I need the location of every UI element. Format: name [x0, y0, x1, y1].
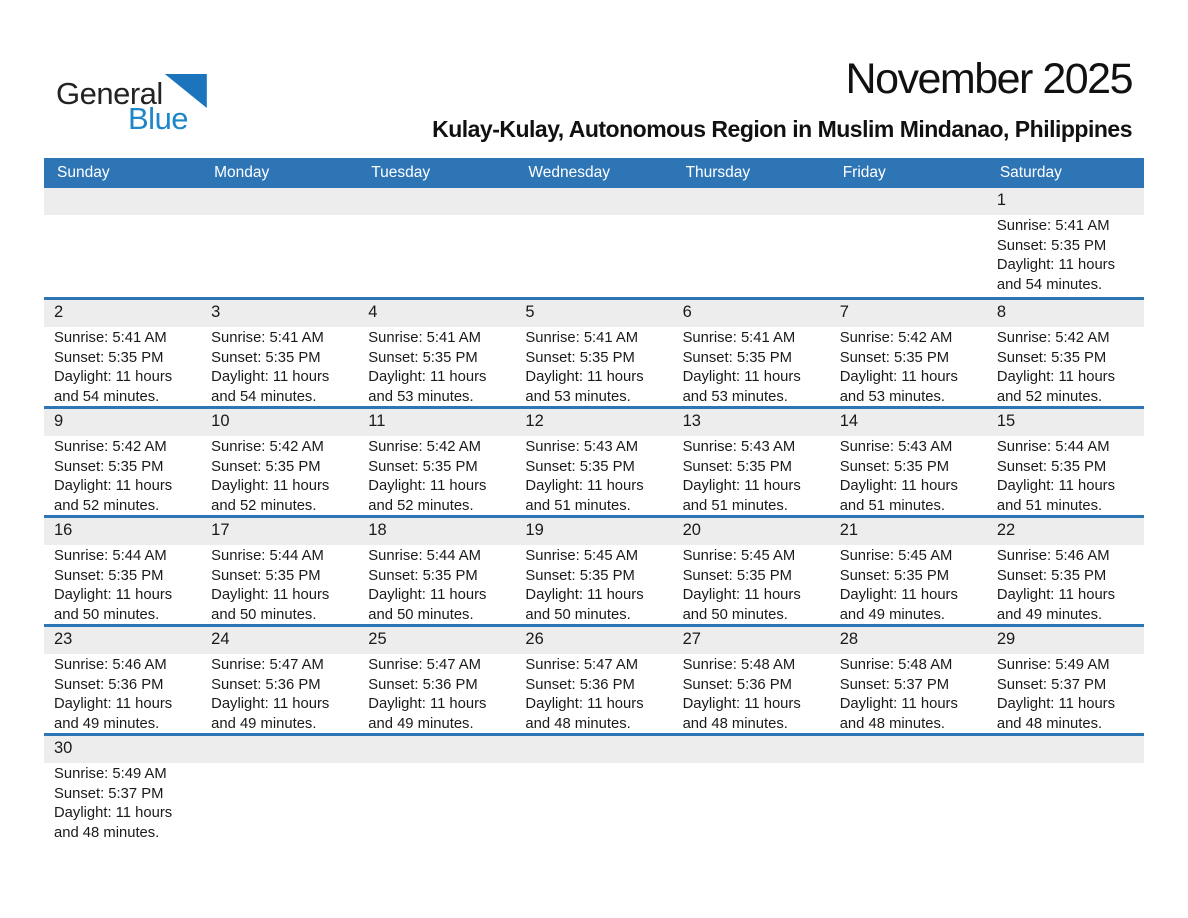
date-number-23: 23 — [54, 630, 73, 648]
day-info-line: Sunset: 5:36 PM — [368, 676, 478, 693]
date-number-9: 9 — [54, 412, 64, 430]
date-strip — [44, 736, 1144, 763]
day-info-line: Sunset: 5:37 PM — [996, 676, 1107, 693]
day-cell-1 — [987, 215, 1144, 295]
day-info-line: Sunset: 5:36 PM — [525, 676, 635, 693]
day-cell-10 — [201, 436, 358, 516]
day-info-line: and 50 minutes. — [211, 606, 317, 623]
info-row — [44, 436, 1144, 516]
date-number-30: 30 — [54, 739, 73, 757]
weekday-label-sunday: Sunday — [57, 164, 110, 181]
day-cell-26 — [515, 654, 672, 734]
day-info-line: and 50 minutes. — [682, 606, 788, 623]
day-cell-empty — [358, 215, 515, 295]
weekday-header — [44, 158, 1144, 188]
day-info-line: Sunrise: 5:47 AM — [368, 657, 481, 673]
day-info-line: Sunset: 5:36 PM — [211, 676, 321, 693]
day-info-line: Daylight: 11 hours — [54, 696, 173, 713]
day-info-line: Daylight: 11 hours — [211, 369, 330, 386]
day-info-line: Daylight: 11 hours — [996, 478, 1116, 495]
day-info-line: Sunrise: 5:48 AM — [839, 657, 953, 673]
day-info-line: Sunset: 5:35 PM — [211, 567, 321, 584]
day-info-line: and 48 minutes. — [839, 715, 945, 732]
day-info-line: Sunset: 5:35 PM — [839, 458, 950, 475]
day-info-line: Daylight: 11 hours — [54, 805, 173, 822]
day-info-line: and 52 minutes. — [54, 497, 160, 514]
day-info-line: Sunrise: 5:42 AM — [839, 330, 953, 346]
day-info-line: Sunset: 5:35 PM — [682, 349, 792, 366]
day-info-line: Sunset: 5:35 PM — [839, 349, 950, 366]
info-row — [44, 545, 1144, 625]
day-cell-empty — [830, 763, 987, 843]
date-number-empty — [201, 188, 358, 215]
masthead — [44, 0, 1144, 158]
day-info-line: Sunrise: 5:44 AM — [54, 548, 167, 564]
day-info-line: Daylight: 11 hours — [682, 478, 801, 495]
calendar-weeks — [44, 188, 1144, 842]
day-info-line: Sunset: 5:35 PM — [525, 567, 635, 584]
day-info-line: Daylight: 11 hours — [368, 696, 487, 713]
day-info-line: Sunset: 5:35 PM — [211, 458, 321, 475]
day-cell-27 — [673, 654, 830, 734]
day-info-line: Sunset: 5:35 PM — [525, 349, 635, 366]
date-number-28: 28 — [839, 630, 859, 648]
date-number-empty — [673, 736, 830, 763]
day-info-line: Daylight: 11 hours — [368, 478, 487, 495]
day-info-line: Sunset: 5:35 PM — [368, 349, 478, 366]
day-info-line: and 48 minutes. — [996, 715, 1103, 732]
day-cell-8 — [987, 327, 1144, 407]
day-info-line: Daylight: 11 hours — [682, 696, 801, 713]
date-strip — [44, 627, 1144, 654]
day-info-line: Daylight: 11 hours — [839, 696, 958, 713]
day-info-line: Sunrise: 5:42 AM — [54, 439, 167, 455]
day-cell-empty — [673, 763, 830, 843]
day-info-line: Daylight: 11 hours — [525, 587, 644, 604]
day-info-line: Sunset: 5:35 PM — [211, 349, 321, 366]
logo-word-general: General — [56, 76, 163, 111]
date-number-10: 10 — [211, 412, 230, 430]
day-info-line: and 51 minutes. — [996, 497, 1103, 514]
day-info-line: Sunrise: 5:43 AM — [839, 439, 953, 455]
day-info-line: Daylight: 11 hours — [525, 369, 644, 386]
date-number-empty — [830, 736, 987, 763]
date-number-25: 25 — [368, 630, 387, 648]
day-info-line: Sunset: 5:35 PM — [839, 567, 950, 584]
day-info-line: Daylight: 11 hours — [682, 587, 801, 604]
day-cell-15 — [987, 436, 1144, 516]
date-number-2: 2 — [54, 303, 64, 321]
day-info-line: and 50 minutes. — [54, 606, 160, 623]
day-cell-empty — [515, 763, 672, 843]
day-info-line: Sunset: 5:35 PM — [996, 458, 1107, 475]
date-number-4: 4 — [368, 303, 378, 321]
day-cell-4 — [358, 327, 515, 407]
day-info-line: Sunrise: 5:45 AM — [682, 548, 796, 564]
day-info-line: Daylight: 11 hours — [682, 369, 801, 386]
day-info-line: Daylight: 11 hours — [839, 478, 958, 495]
day-info-line: and 53 minutes. — [525, 388, 631, 405]
day-cell-empty — [44, 215, 201, 295]
info-row — [44, 215, 1144, 295]
day-info-line: and 50 minutes. — [368, 606, 474, 623]
day-cell-empty — [201, 763, 358, 843]
date-number-20: 20 — [682, 521, 701, 539]
day-cell-12 — [515, 436, 672, 516]
week-row — [44, 733, 1144, 842]
day-info-line: Sunset: 5:35 PM — [54, 349, 164, 366]
day-info-line: Daylight: 11 hours — [525, 478, 644, 495]
day-info-line: Sunrise: 5:46 AM — [54, 657, 167, 673]
date-number-21: 21 — [839, 521, 859, 539]
day-info-line: Sunset: 5:35 PM — [54, 567, 164, 584]
day-info-line: Sunrise: 5:41 AM — [368, 330, 481, 346]
day-info-line: Sunrise: 5:47 AM — [211, 657, 324, 673]
day-cell-29 — [987, 654, 1144, 734]
day-info-line: Sunset: 5:35 PM — [54, 458, 164, 475]
day-info-line: Sunrise: 5:44 AM — [996, 439, 1110, 455]
day-info-line: Sunset: 5:35 PM — [368, 567, 478, 584]
info-row — [44, 763, 1144, 843]
day-cell-empty — [830, 215, 987, 295]
weekday-label-monday: Monday — [214, 164, 270, 181]
day-cell-22 — [987, 545, 1144, 625]
day-info-line: Sunrise: 5:49 AM — [54, 766, 167, 782]
day-info-line: Sunrise: 5:48 AM — [682, 657, 796, 673]
day-info-line: Sunrise: 5:43 AM — [525, 439, 639, 455]
date-strip — [44, 300, 1144, 327]
day-info-line: and 49 minutes. — [211, 715, 317, 732]
day-info-line: and 50 minutes. — [525, 606, 631, 623]
day-info-line: Sunrise: 5:45 AM — [525, 548, 639, 564]
day-cell-empty — [673, 215, 830, 295]
day-info-line: Daylight: 11 hours — [211, 587, 330, 604]
day-info-line: and 51 minutes. — [839, 497, 945, 514]
day-info-line: Sunrise: 5:41 AM — [525, 330, 639, 346]
day-info-line: and 53 minutes. — [368, 388, 474, 405]
day-info-line: Daylight: 11 hours — [525, 696, 644, 713]
day-cell-17 — [201, 545, 358, 625]
day-info-line: and 52 minutes. — [368, 497, 474, 514]
info-row — [44, 654, 1144, 734]
date-number-empty — [515, 736, 672, 763]
day-info-line: Daylight: 11 hours — [54, 587, 173, 604]
day-info-line: and 54 minutes. — [54, 388, 160, 405]
day-info-line: Sunset: 5:35 PM — [682, 458, 792, 475]
day-cell-empty — [987, 763, 1144, 843]
week-row — [44, 624, 1144, 733]
date-number-empty — [358, 736, 515, 763]
day-info-line: Daylight: 11 hours — [839, 369, 958, 386]
page-subtitle: Kulay-Kulay, Autonomous Region in Muslim Mindanao, Philippines — [432, 116, 1132, 142]
day-info-line: and 54 minutes. — [996, 276, 1103, 293]
day-info-line: Daylight: 11 hours — [54, 478, 173, 495]
day-info-line: Daylight: 11 hours — [54, 369, 173, 386]
day-info-line: Daylight: 11 hours — [839, 587, 958, 604]
day-cell-28 — [830, 654, 987, 734]
weekday-label-friday: Friday — [842, 164, 886, 181]
date-number-17: 17 — [211, 521, 230, 539]
date-number-12: 12 — [525, 412, 544, 430]
date-number-14: 14 — [839, 412, 859, 430]
day-info-line: Sunset: 5:36 PM — [682, 676, 792, 693]
day-info-line: Sunrise: 5:42 AM — [211, 439, 324, 455]
day-info-line: Sunset: 5:37 PM — [54, 785, 164, 802]
day-info-line: and 48 minutes. — [525, 715, 631, 732]
page-title: November 2025 — [845, 55, 1132, 103]
date-number-empty — [673, 188, 830, 215]
calendar — [44, 158, 1144, 842]
day-info-line: Sunrise: 5:41 AM — [996, 218, 1110, 234]
day-cell-9 — [44, 436, 201, 516]
day-info-line: and 51 minutes. — [682, 497, 788, 514]
day-info-line: and 49 minutes. — [996, 606, 1103, 623]
day-info-line: Sunrise: 5:45 AM — [839, 548, 953, 564]
date-number-6: 6 — [682, 303, 692, 321]
day-info-line: Daylight: 11 hours — [996, 257, 1116, 274]
day-info-line: Sunrise: 5:47 AM — [525, 657, 639, 673]
weekday-label-tuesday: Tuesday — [371, 164, 431, 181]
day-cell-7 — [830, 327, 987, 407]
day-info-line: Daylight: 11 hours — [368, 369, 487, 386]
day-cell-13 — [673, 436, 830, 516]
weekday-label-wednesday: Wednesday — [528, 164, 610, 181]
day-info-line: Sunset: 5:36 PM — [54, 676, 164, 693]
weekday-label-thursday: Thursday — [685, 164, 751, 181]
day-cell-21 — [830, 545, 987, 625]
day-info-line: Sunset: 5:37 PM — [839, 676, 950, 693]
date-number-1: 1 — [996, 191, 1007, 209]
week-row — [44, 297, 1144, 406]
date-number-8: 8 — [996, 303, 1007, 321]
day-cell-2 — [44, 327, 201, 407]
day-info-line: Sunset: 5:35 PM — [368, 458, 478, 475]
day-info-line: and 52 minutes. — [211, 497, 317, 514]
day-info-line: and 48 minutes. — [54, 824, 160, 841]
date-number-empty — [987, 736, 1144, 763]
date-number-22: 22 — [996, 521, 1016, 539]
info-row — [44, 327, 1144, 407]
week-row — [44, 515, 1144, 624]
day-info-line: and 53 minutes. — [839, 388, 945, 405]
general-blue-logo — [56, 74, 207, 136]
date-number-empty — [44, 188, 201, 215]
day-info-line: Sunset: 5:35 PM — [996, 237, 1107, 254]
day-cell-24 — [201, 654, 358, 734]
day-cell-25 — [358, 654, 515, 734]
day-cell-19 — [515, 545, 672, 625]
date-number-empty — [358, 188, 515, 215]
weekday-label-saturday: Saturday — [999, 164, 1062, 181]
day-info-line: Sunrise: 5:41 AM — [211, 330, 324, 346]
day-cell-6 — [673, 327, 830, 407]
day-info-line: Daylight: 11 hours — [996, 696, 1116, 713]
day-cell-20 — [673, 545, 830, 625]
date-number-18: 18 — [368, 521, 387, 539]
day-info-line: and 53 minutes. — [682, 388, 788, 405]
day-info-line: Daylight: 11 hours — [211, 478, 330, 495]
day-cell-11 — [358, 436, 515, 516]
date-strip — [44, 188, 1144, 215]
day-info-line: and 48 minutes. — [682, 715, 788, 732]
day-info-line: and 51 minutes. — [525, 497, 631, 514]
date-strip — [44, 409, 1144, 436]
day-info-line: Daylight: 11 hours — [996, 587, 1116, 604]
day-info-line: and 49 minutes. — [54, 715, 160, 732]
day-info-line: Sunrise: 5:43 AM — [682, 439, 796, 455]
day-info-line: and 52 minutes. — [996, 388, 1103, 405]
date-number-5: 5 — [525, 303, 535, 321]
week-row — [44, 406, 1144, 515]
day-cell-23 — [44, 654, 201, 734]
day-info-line: Sunset: 5:35 PM — [996, 567, 1107, 584]
day-cell-14 — [830, 436, 987, 516]
day-info-line: Daylight: 11 hours — [368, 587, 487, 604]
date-number-19: 19 — [525, 521, 544, 539]
date-number-15: 15 — [996, 412, 1016, 430]
day-info-line: Sunrise: 5:41 AM — [54, 330, 167, 346]
day-info-line: Sunset: 5:35 PM — [996, 349, 1107, 366]
date-number-29: 29 — [996, 630, 1016, 648]
date-number-16: 16 — [54, 521, 73, 539]
logo-word-blue: Blue — [128, 101, 189, 136]
day-info-line: Sunset: 5:35 PM — [682, 567, 792, 584]
date-number-empty — [201, 736, 358, 763]
day-info-line: Sunrise: 5:42 AM — [996, 330, 1110, 346]
day-info-line: and 49 minutes. — [368, 715, 474, 732]
day-info-line: Sunrise: 5:49 AM — [996, 657, 1110, 673]
date-number-24: 24 — [211, 630, 230, 648]
day-info-line: Sunset: 5:35 PM — [525, 458, 635, 475]
day-info-line: and 54 minutes. — [211, 388, 317, 405]
day-info-line: Sunrise: 5:44 AM — [368, 548, 481, 564]
day-cell-empty — [515, 215, 672, 295]
day-cell-16 — [44, 545, 201, 625]
date-number-7: 7 — [839, 303, 849, 321]
date-number-11: 11 — [368, 412, 386, 430]
week-row — [44, 188, 1144, 297]
day-info-line: Daylight: 11 hours — [211, 696, 330, 713]
day-cell-empty — [358, 763, 515, 843]
date-number-3: 3 — [211, 303, 221, 321]
date-number-13: 13 — [682, 412, 701, 430]
day-cell-3 — [201, 327, 358, 407]
date-strip — [44, 518, 1144, 545]
day-info-line: Sunrise: 5:41 AM — [682, 330, 796, 346]
day-info-line: and 49 minutes. — [839, 606, 945, 623]
day-info-line: Sunrise: 5:44 AM — [211, 548, 324, 564]
date-number-27: 27 — [682, 630, 701, 648]
day-cell-empty — [201, 215, 358, 295]
date-number-26: 26 — [525, 630, 544, 648]
day-cell-30 — [44, 763, 201, 843]
day-cell-18 — [358, 545, 515, 625]
day-info-line: Sunrise: 5:46 AM — [996, 548, 1110, 564]
day-info-line: Sunrise: 5:42 AM — [368, 439, 481, 455]
day-cell-5 — [515, 327, 672, 407]
day-info-line: Daylight: 11 hours — [996, 369, 1116, 386]
date-number-empty — [515, 188, 672, 215]
date-number-empty — [830, 188, 987, 215]
